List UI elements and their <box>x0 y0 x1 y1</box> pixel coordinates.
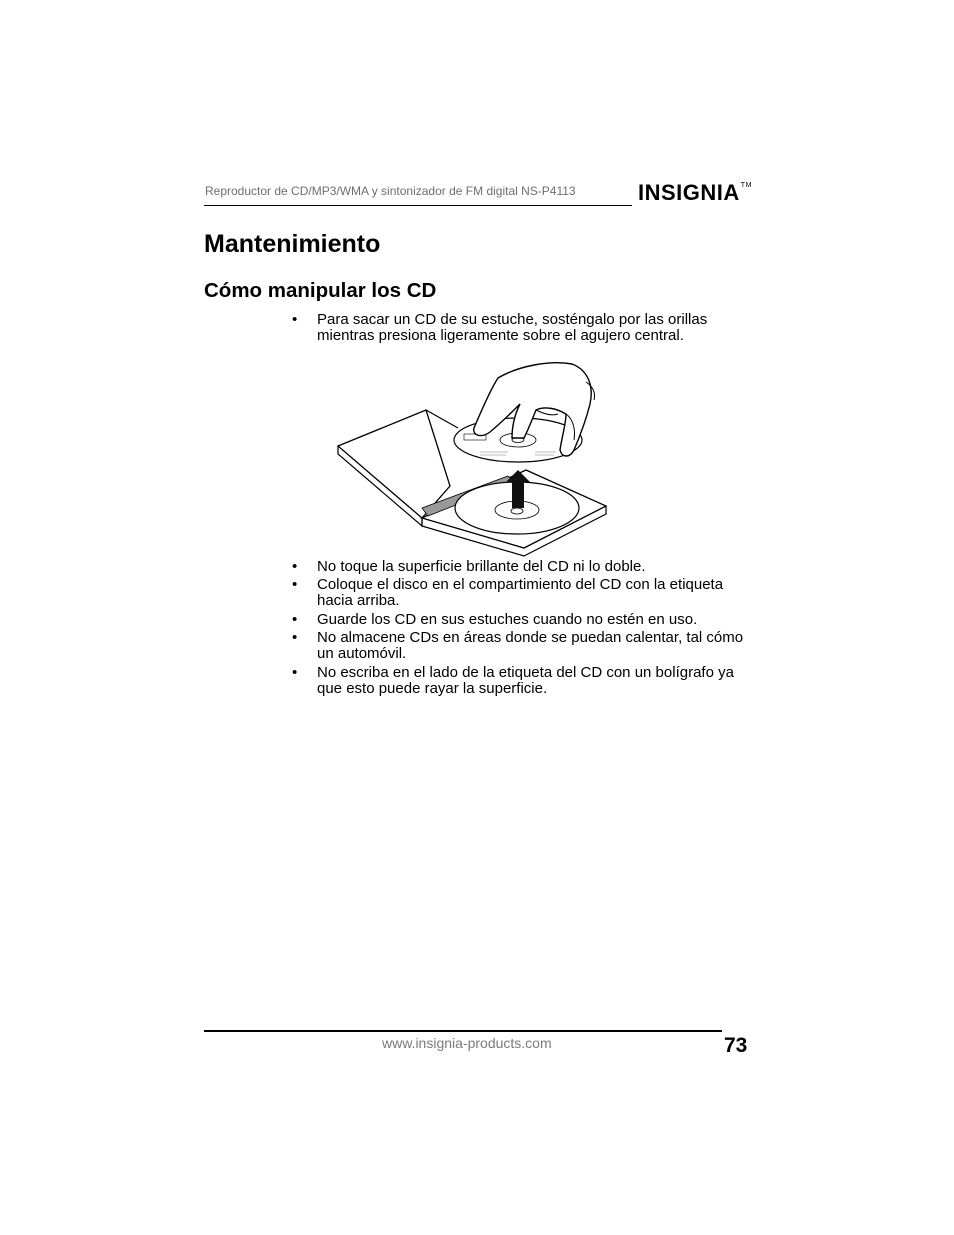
list-item: • Guarde los CD en sus estuches cuando no estén en uso. <box>292 612 762 628</box>
list-item: • Para sacar un CD de su estuche, sosténgalo por las orillas mientras presiona ligeramente sobre el agujero central. <box>292 312 762 344</box>
insignia-logo <box>638 180 752 206</box>
footer-url: www.insignia-products.com <box>382 1035 552 1051</box>
page-number: 73 <box>724 1034 748 1057</box>
running-header: Reproductor de CD/MP3/WMA y sintonizador de FM digital NS-P4113 <box>205 184 576 198</box>
logo-wordmark: INSIGNIA <box>638 180 740 205</box>
list-item: • No escriba en el lado de la etiqueta del CD con un bolígrafo ya que esto puede rayar la superficie. <box>292 665 762 697</box>
instruction-list-bottom <box>292 559 762 699</box>
trademark-mark: TM <box>740 182 752 189</box>
list-item: • Coloque el disco en el compartimiento del CD con la etiqueta hacia arriba. <box>292 577 762 609</box>
section-title: Mantenimiento <box>204 230 381 258</box>
footer-rule <box>204 1030 722 1032</box>
cd-removal-illustration <box>330 358 620 558</box>
list-item: • No toque la superficie brillante del CD ni lo doble. <box>292 559 762 575</box>
section-subtitle: Cómo manipular los CD <box>204 279 437 302</box>
instruction-list-top <box>292 312 762 346</box>
header-rule <box>204 205 632 206</box>
list-item: • No almacene CDs en áreas donde se puedan calentar, tal cómo un automóvil. <box>292 630 762 662</box>
